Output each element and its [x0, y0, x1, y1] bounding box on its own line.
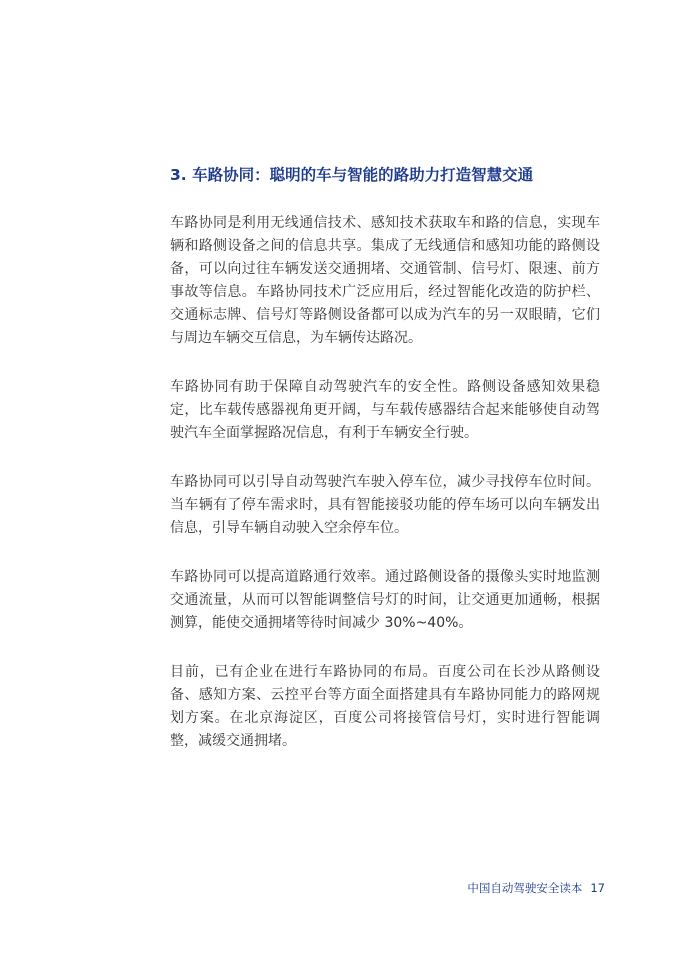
paragraph-safety: 车路协同有助于保障自动驾驶汽车的安全性。路侧设备感知效果稳定，比车载传感器视角更开阔，与车载传感器结合起来能够使自动驾驶汽车全面掌握路况信息，有利于车辆安全行驶。 — [170, 379, 600, 441]
paragraph-efficiency: 车路协同可以提高道路通行效率。通过路侧设备的摄像头实时地监测交通流量，从而可以智能调整信号灯的时间，让交通更加通畅，根据测算，能使交通拥堵等待时间减少 30%~40%。 — [170, 569, 600, 631]
paragraph-overview: 车路协同是利用无线通信技术、感知技术获取车和路的信息，实现车辆和路侧设备之间的信息共享。集成了无线通信和感知功能的路侧设备，可以向过往车辆发送交通拥堵、交通管制、信号灯、限速、前方事故等信息。车路协同技术广泛应用后，经过智能化改造的防护栏、交通标志牌、信号灯等路侧设备都可以成为汽车的另一双眼睛，它们与周边车辆交互信息，为车辆传达路况。 — [170, 215, 600, 346]
footer-book-title: 中国自动驾驶安全读本 — [467, 881, 583, 895]
section-title: 3. 车路协同：聪明的车与智能的路助力打造智慧交通 — [170, 166, 534, 184]
paragraph-industry: 目前，已有企业在进行车路协同的布局。百度公司在长沙从路侧设备、感知方案、云控平台等方面全面搭建具有车路协同能力的路网规划方案。在北京海淀区，百度公司将接管信号灯，实时进行智能调整，减缓交通拥堵。 — [170, 664, 600, 749]
paragraph-parking: 车路协同可以引导自动驾驶汽车驶入停车位，减少寻找停车位时间。当车辆有了停车需求时，具有智能接驳功能的停车场可以向车辆发出信息，引导车辆自动驶入空余停车位。 — [170, 474, 600, 536]
page-footer — [467, 880, 605, 896]
page-content — [170, 164, 600, 779]
page-number: 17 — [590, 881, 605, 895]
